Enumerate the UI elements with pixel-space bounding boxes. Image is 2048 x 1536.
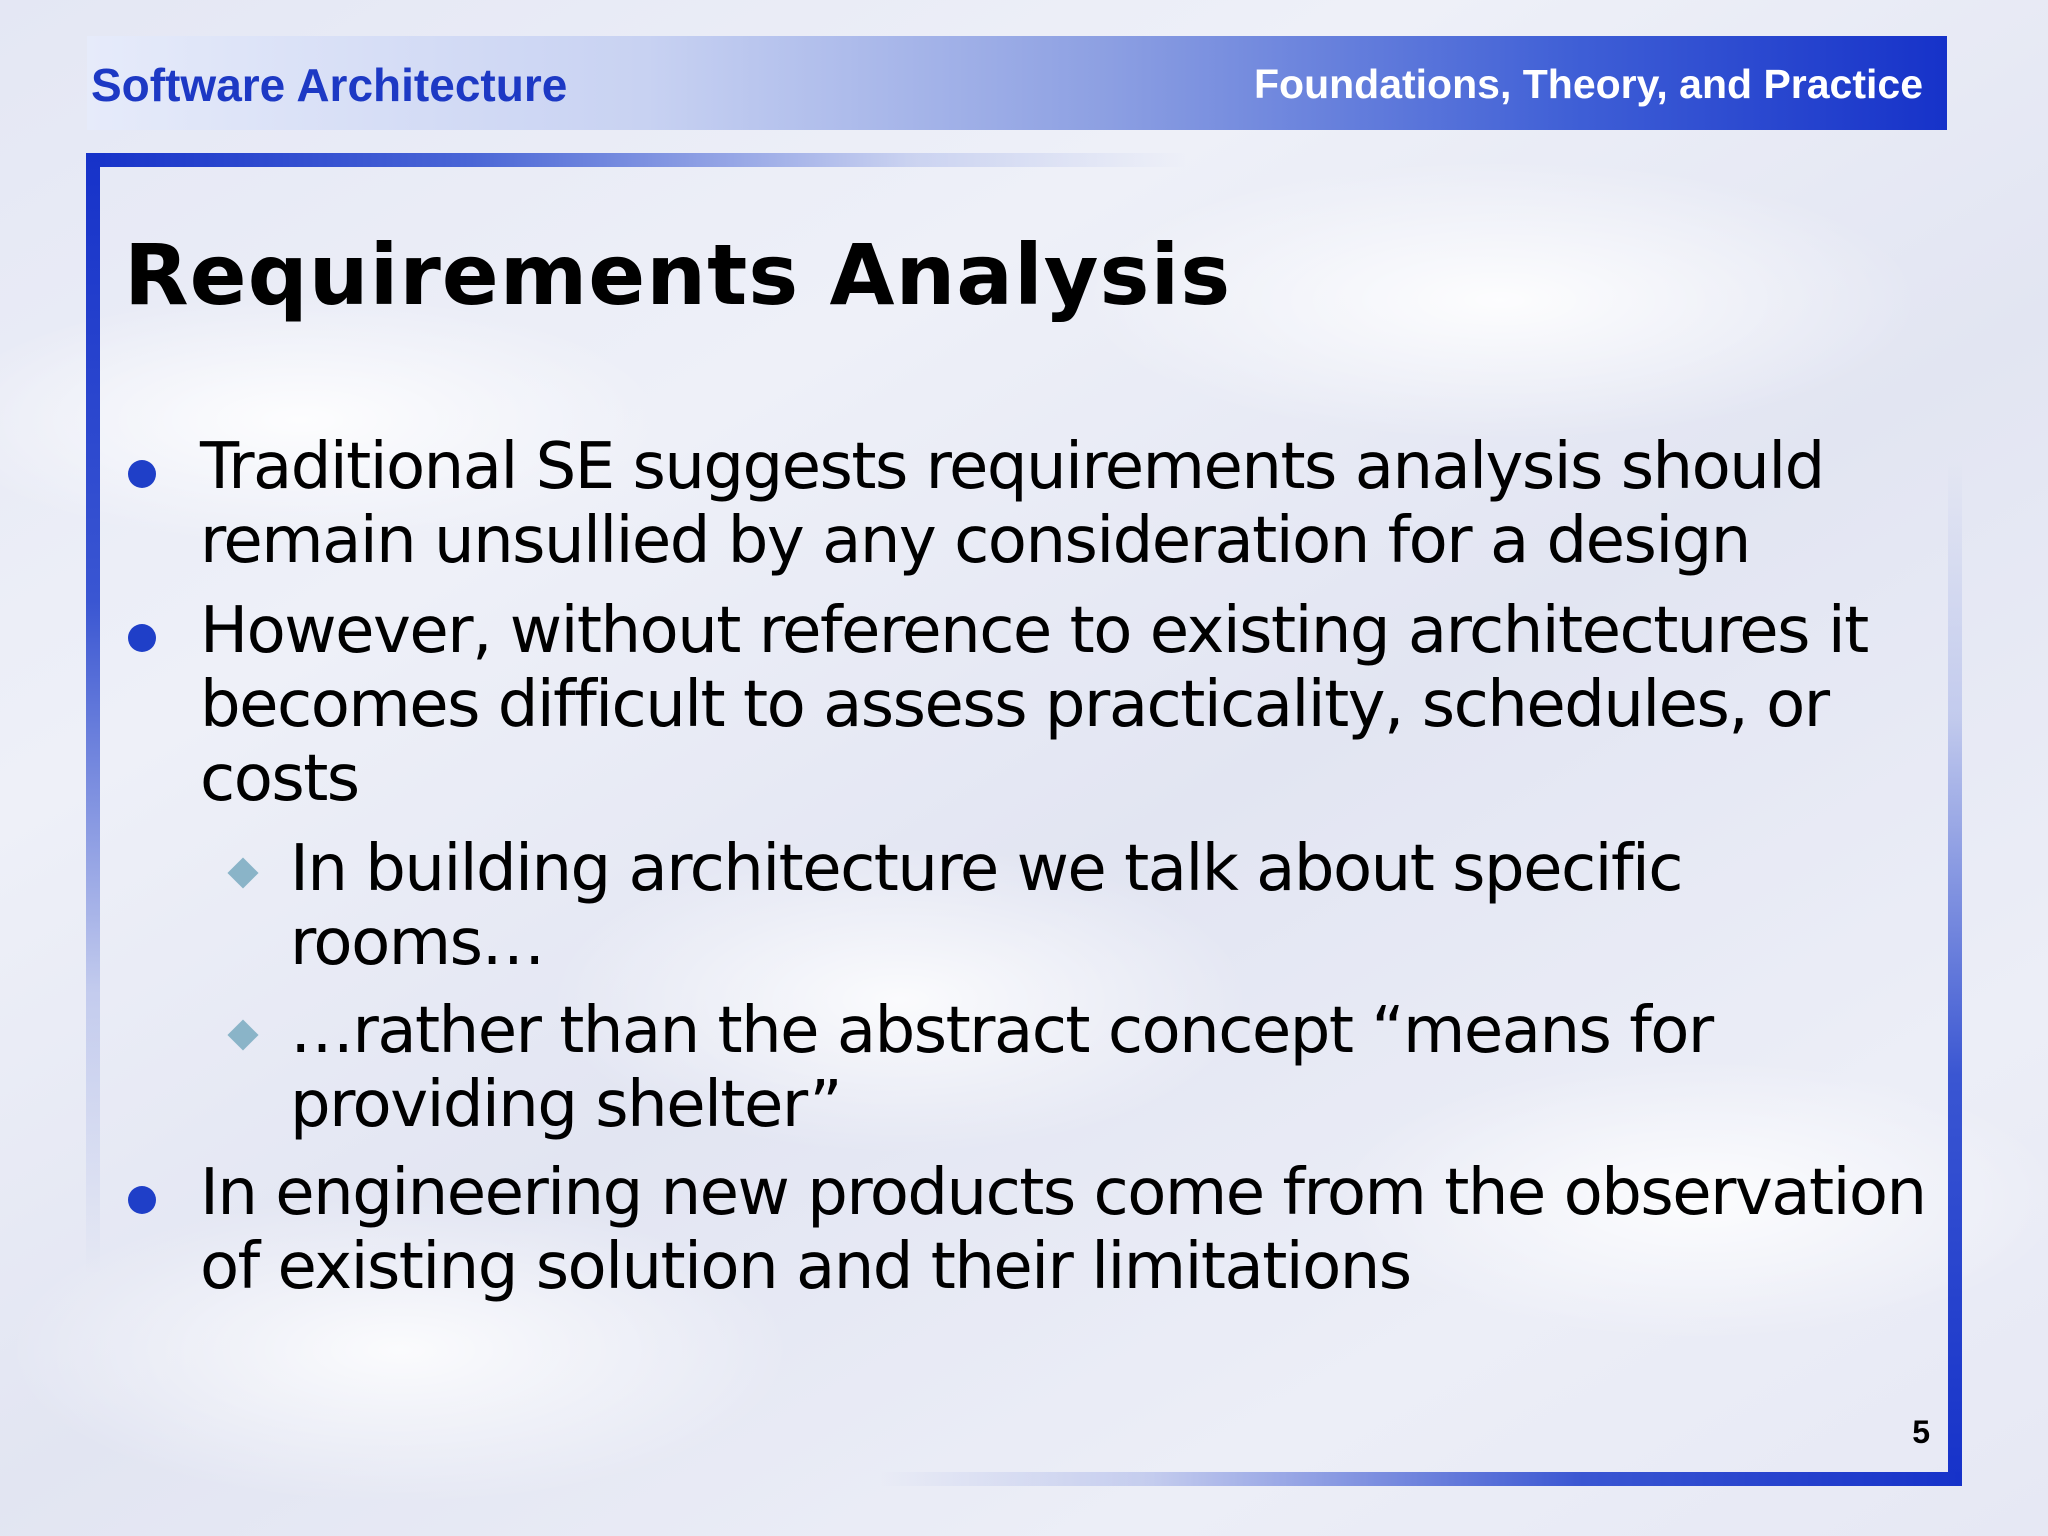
sub-bullet-item: [120, 994, 1940, 1142]
frame-left-border: [86, 153, 100, 1273]
bullet-dot-icon: [128, 1186, 156, 1214]
bullet-item: [120, 594, 1940, 816]
slide-content: [120, 430, 1940, 1320]
slide-title: Requirements Analysis: [124, 226, 1232, 324]
bullet-item: [120, 430, 1940, 578]
bullet-text: In engineering new products come from the observation of existing solution and their limitations: [200, 1156, 1926, 1304]
frame-right-border: [1948, 460, 1962, 1486]
bullet-text: However, without reference to existing architectures it becomes difficult to assess practicality, schedules, or costs: [200, 594, 1868, 816]
bullet-dot-icon: [128, 460, 156, 488]
bullet-item: [120, 1156, 1940, 1304]
slide-header: [87, 36, 1947, 130]
book-subtitle: Foundations, Theory, and Practice: [1253, 61, 1923, 107]
page-number: 5: [1912, 1414, 1930, 1450]
bullet-text: Traditional SE suggests requirements analysis should remain unsullied by any consideration for a design: [200, 430, 1824, 578]
diamond-bullet-icon: [227, 857, 258, 888]
sub-bullet-text: …rather than the abstract concept “means for providing shelter”: [290, 994, 1713, 1142]
sub-bullet-text: In building architecture we talk about specific rooms…: [290, 832, 1682, 980]
course-title: Software Architecture: [91, 59, 568, 111]
frame-top-border: [86, 153, 1186, 167]
frame-bottom-border: [880, 1472, 1962, 1486]
sub-bullet-item: [120, 832, 1940, 980]
bullet-dot-icon: [128, 624, 156, 652]
diamond-bullet-icon: [227, 1019, 258, 1050]
